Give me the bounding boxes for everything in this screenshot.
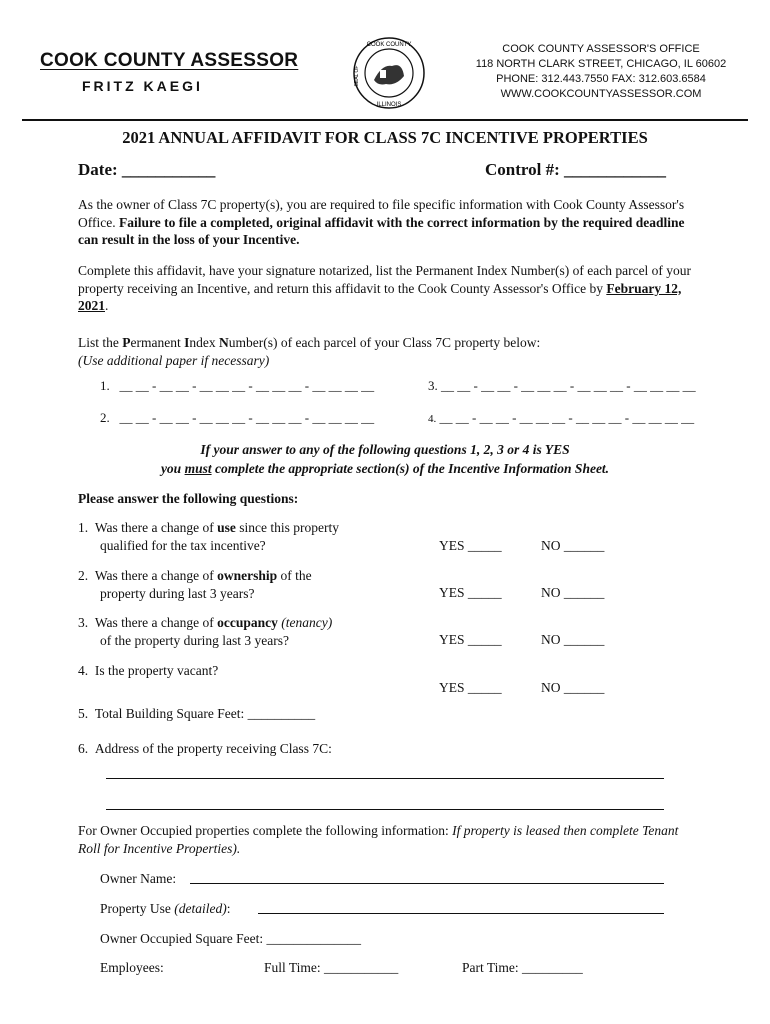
question-2: 2. Was there a change of ownership of the property during last 3 years? [78, 568, 312, 601]
yes-note-line1: If your answer to any of the following questions 1, 2, 3 or 4 is YES [200, 442, 570, 457]
address-line-1[interactable] [106, 778, 664, 779]
q1-no-field[interactable]: NO ______ [541, 538, 605, 553]
intro-warning: Failure to file a completed, original affidavit with the correct information by the required deadline can result in the loss of your Incentive. [78, 214, 685, 247]
deadline-period: . [105, 298, 109, 313]
q3-yes-field[interactable]: YES _____ [439, 632, 502, 647]
q1-yes-field[interactable]: YES _____ [439, 538, 502, 553]
employees-label: Employees: [100, 960, 164, 975]
owner-occupied-note: For Owner Occupied properties complete the following information: If property is leased then complete Tenant Roll for Incentive Properties). [78, 823, 679, 856]
seal-text-left: SEAL OF [354, 65, 360, 87]
owner-name-label: Owner Name: [100, 871, 177, 886]
assessor-name: FRITZ KAEGI [82, 78, 203, 94]
question-4: 4. Is the property vacant? [78, 663, 219, 678]
intro-text: As the owner of Class 7C property(s), you are required to file specific information with Cook County Assessor's Office. [78, 197, 685, 230]
county-seal-icon [352, 36, 426, 110]
yes-note-line2: you must complete the appropriate section(s) of the Incentive Information Sheet. [160, 461, 610, 476]
part-time-field[interactable]: Part Time: _________ [462, 960, 583, 975]
form-title: 2021 ANNUAL AFFIDAVIT FOR CLASS 7C INCENTIVE PROPERTIES [122, 128, 648, 147]
q4-no-field[interactable]: NO ______ [541, 680, 605, 695]
question-6: 6. Address of the property receiving Class 7C: [78, 741, 332, 756]
office-name: COOK COUNTY ASSESSOR'S OFFICE [502, 43, 700, 55]
seal-text-bottom: ILLINOIS [376, 102, 402, 108]
office-info [456, 42, 746, 102]
date-field[interactable]: Date: ___________ [78, 160, 216, 179]
office-website: WWW.COOKCOUNTYASSESSOR.COM [500, 88, 702, 100]
deadline-date: February 12, 2021 [78, 280, 682, 313]
seal-text-top: COOK COUNTY [366, 42, 412, 48]
question-3: 3. Was there a change of occupancy (tenancy) of the property during last 3 years? [78, 615, 333, 648]
pin-note: (Use additional paper if necessary) [78, 352, 270, 368]
pin-field-3[interactable]: 3. __ __ - __ __ - __ __ __ - __ __ __ - __ __ __ __ [428, 378, 696, 393]
question-1: 1. Was there a change of use since this property qualified for the tax incentive? [78, 520, 339, 553]
address-line-2[interactable] [106, 809, 664, 810]
office-phone-fax: PHONE: 312.443.7550 FAX: 312.603.6584 [496, 73, 706, 85]
property-use-label: Property Use (detailed): [100, 901, 231, 916]
q2-yes-field[interactable]: YES _____ [439, 585, 502, 600]
intro-paragraph [78, 196, 694, 249]
instructions-paragraph [78, 262, 694, 315]
owner-sqft-field[interactable]: Owner Occupied Square Feet: ______________ [100, 931, 361, 946]
full-time-field[interactable]: Full Time: ___________ [264, 960, 399, 975]
pin-field-4[interactable]: 4. __ __ - __ __ - __ __ __ - __ __ __ - __ __ __ __ [428, 410, 695, 425]
control-number-field[interactable]: Control #: ____________ [485, 160, 667, 179]
office-address: 118 NORTH CLARK STREET, CHICAGO, IL 60602 [475, 58, 727, 70]
pin-intro: List the Permanent Index Number(s) of each parcel of your Class 7C property below: [78, 335, 541, 350]
pin-field-1[interactable]: 1. __ __ - __ __ - __ __ __ - __ __ __ - __ __ __ __ [100, 378, 375, 393]
instructions-text: Complete this affidavit, have your signature notarized, list the Permanent Index Number(s) of each parcel of your property receiving an Incentive, and return this affidavit to the Cook County Assessor's Office by [78, 263, 692, 296]
org-name: COOK COUNTY ASSESSOR [40, 50, 299, 71]
pin-field-2[interactable]: 2. __ __ - __ __ - __ __ __ - __ __ __ - __ __ __ __ [100, 410, 375, 425]
header-divider [22, 119, 748, 121]
question-5[interactable]: 5. Total Building Square Feet: __________ [78, 706, 316, 721]
owner-name-field[interactable] [190, 883, 664, 884]
q3-no-field[interactable]: NO ______ [541, 632, 605, 647]
q2-no-field[interactable]: NO ______ [541, 585, 605, 600]
pin-instructions [78, 334, 694, 369]
property-use-field[interactable] [258, 913, 664, 914]
q4-yes-field[interactable]: YES _____ [439, 680, 502, 695]
questions-heading: Please answer the following questions: [78, 491, 299, 506]
